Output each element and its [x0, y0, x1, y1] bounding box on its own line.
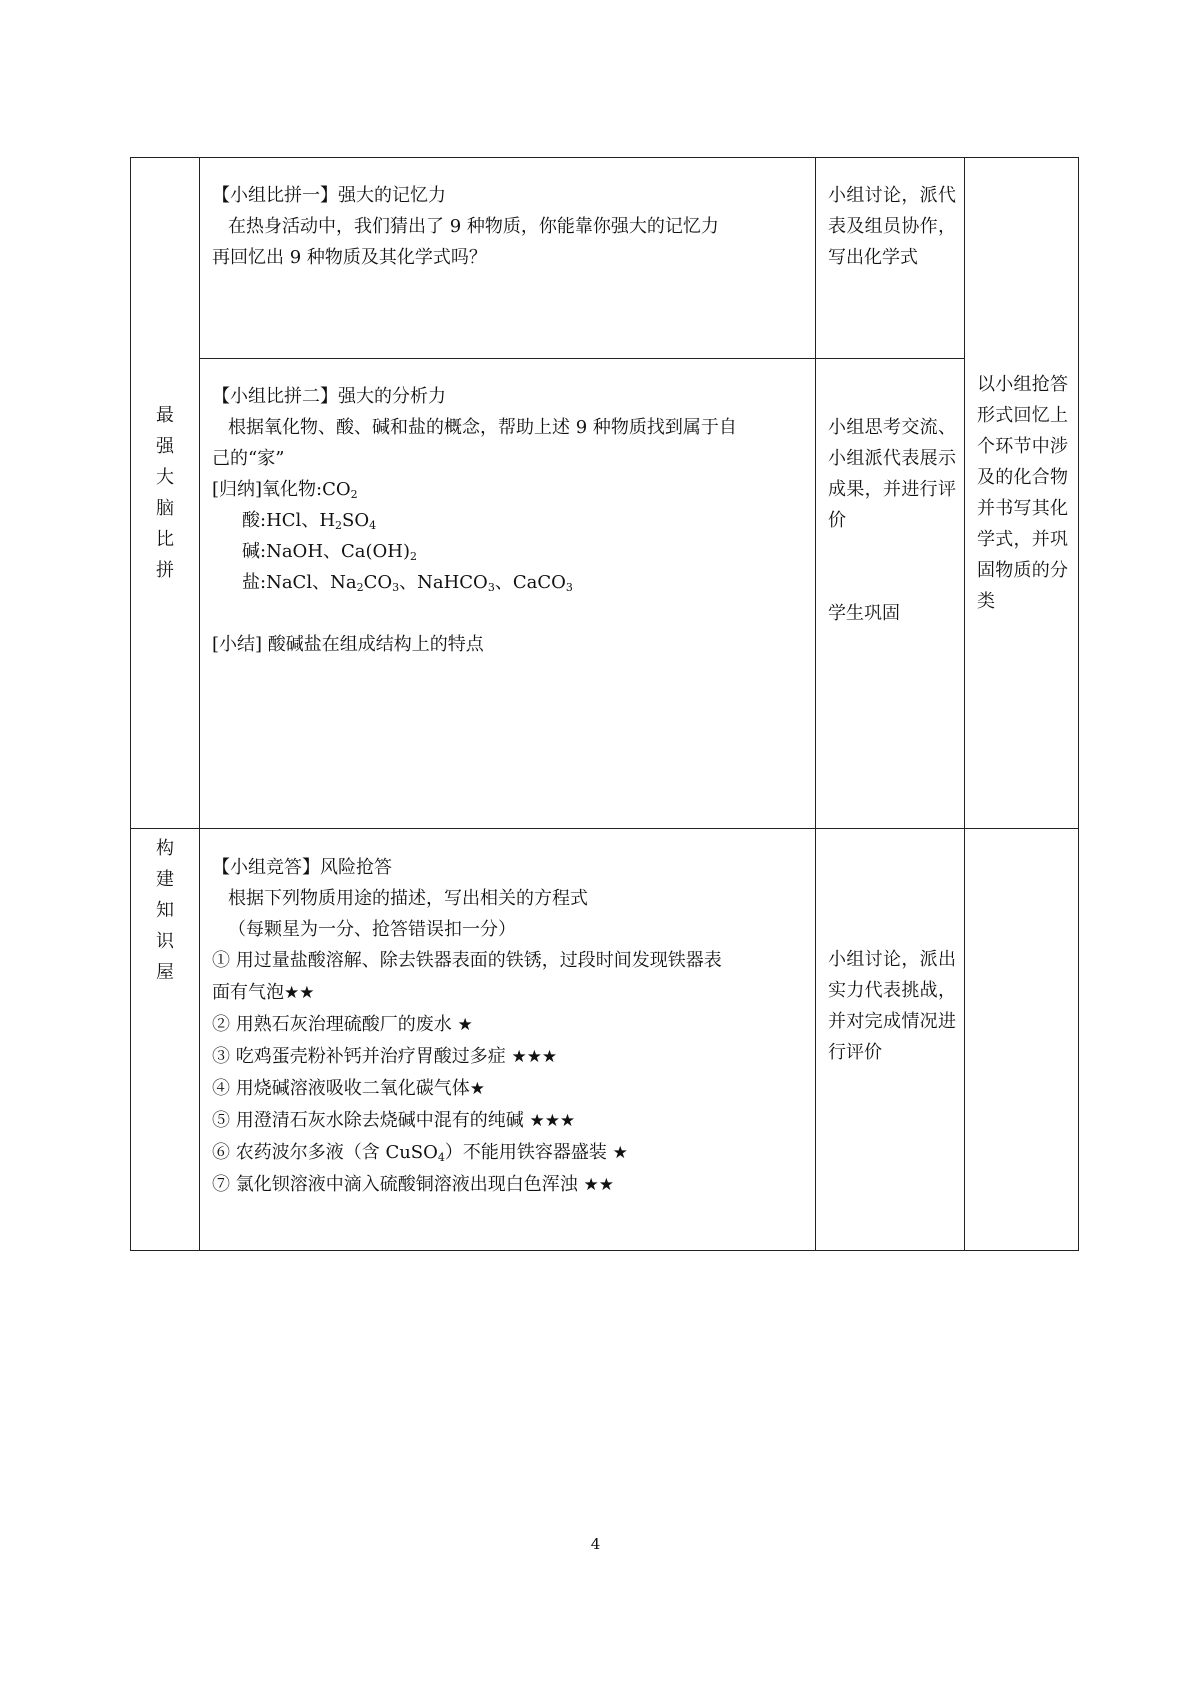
formula: Na — [330, 572, 357, 593]
page-number: 4 — [590, 1535, 601, 1553]
lesson-plan-table — [130, 157, 1079, 1251]
activity-text: 小组讨论，派出实力代表挑战，并对完成情况进行评价 — [828, 949, 956, 1063]
salt-label: 盐: — [242, 572, 267, 593]
subscript: 3 — [392, 581, 400, 594]
summary-line: [小结] 酸碱盐在组成结构上的特点 — [212, 634, 484, 655]
subscript: 2 — [356, 581, 364, 594]
quiz-text-line1: 根据下列物质用途的描述，写出相关的方程式 — [228, 888, 588, 909]
stage-cell-brain — [131, 158, 200, 829]
item-text: 面有气泡 — [212, 982, 284, 1003]
formula: NaHCO — [417, 572, 488, 593]
item-text: ⑥ 农药波尔多液（含 CuSO — [212, 1142, 438, 1163]
intent-text: 以小组抢答形式回忆上个环节中涉及的化合物并书写其化学式，并巩固物质的分类 — [977, 374, 1068, 612]
table-row — [131, 158, 1079, 359]
salt-line — [212, 567, 805, 598]
star-icon: ★★ — [284, 983, 315, 1003]
oxide-line — [212, 474, 805, 505]
quiz-title: 【小组竞答】风险抢答 — [212, 857, 392, 878]
formula: H — [319, 510, 336, 531]
item-text: ④ 用烧碱溶液吸收二氧化碳气体 — [212, 1078, 470, 1099]
part1-text-line1: 在热身活动中，我们猜出了 9 种物质，你能靠你强大的记忆力 — [228, 216, 719, 237]
spacer — [212, 598, 805, 629]
stage-char: 强 — [156, 436, 174, 457]
item-text: ）不能用铁容器盛装 — [444, 1142, 613, 1163]
part2-title: 【小组比拼二】强大的分析力 — [212, 386, 446, 407]
quiz-item — [212, 1105, 805, 1137]
subscript: 3 — [487, 581, 495, 594]
oxide-label: [归纳]氧化物: — [212, 479, 323, 500]
item-text: ③ 吃鸡蛋壳粉补钙并治疗胃酸过多症 — [212, 1046, 512, 1067]
quiz-item — [212, 1009, 805, 1041]
formula: HCl — [266, 510, 302, 531]
subscript: 2 — [350, 488, 358, 501]
star-icon: ★ — [457, 1015, 473, 1035]
quiz-item — [212, 1137, 805, 1169]
spacer — [828, 567, 956, 598]
item-text: ② 用熟石灰治理硫酸厂的废水 — [212, 1014, 458, 1035]
activity-text: 小组思考交流、小组派代表展示成果，并进行评价 — [828, 417, 956, 531]
separator: 、 — [323, 541, 342, 562]
stage-cell-knowledge — [131, 829, 200, 1251]
formula: NaCl — [266, 572, 313, 593]
star-icon: ★ — [612, 1143, 628, 1163]
separator: 、 — [301, 510, 320, 531]
stage-char: 拼 — [156, 560, 174, 581]
star-icon: ★★ — [583, 1175, 614, 1195]
stage-char: 比 — [156, 529, 174, 550]
formula: CaCO — [512, 572, 566, 593]
item-text: ① 用过量盐酸溶解、除去铁器表面的铁锈，过段时间发现铁器表 — [212, 950, 722, 971]
separator: 、 — [312, 572, 331, 593]
teaching-content-part2 — [200, 359, 816, 829]
separator: 、 — [494, 572, 513, 593]
star-icon: ★★★ — [529, 1111, 576, 1131]
acid-line — [212, 505, 805, 536]
star-icon: ★★★ — [511, 1047, 558, 1067]
spacer — [828, 536, 956, 567]
quiz-item — [212, 1041, 805, 1073]
part2-text-line2: 己的“家” — [212, 448, 285, 469]
item-text: ⑤ 用澄清石灰水除去烧碱中混有的纯碱 — [212, 1110, 530, 1131]
student-activity-part2 — [816, 359, 965, 829]
item-text: ⑦ 氯化钡溶液中滴入硫酸铜溶液出现白色浑浊 — [212, 1174, 584, 1195]
subscript: 3 — [565, 581, 573, 594]
formula: NaOH — [266, 541, 324, 562]
subscript: 2 — [335, 519, 343, 532]
subscript: 4 — [369, 519, 377, 532]
stage-char: 最 — [156, 405, 174, 426]
stage-char: 知 — [156, 900, 174, 921]
formula: SO — [342, 510, 370, 531]
student-activity-quiz — [816, 829, 965, 1251]
stage-char: 脑 — [156, 498, 174, 519]
stage-char: 大 — [156, 467, 174, 488]
teaching-content-quiz — [200, 829, 816, 1251]
base-line — [212, 536, 805, 567]
design-intent-quiz — [965, 829, 1079, 1251]
student-activity-part1 — [816, 158, 965, 359]
quiz-text-line2: （每颗星为一分、抢答错误扣一分） — [228, 919, 516, 940]
subscript: 4 — [437, 1151, 445, 1164]
base-label: 碱: — [242, 541, 267, 562]
formula: Ca(OH) — [341, 541, 411, 562]
part2-text-line1: 根据氧化物、酸、碱和盐的概念，帮助上述 9 种物质找到属于自 — [228, 417, 737, 438]
subscript: 2 — [410, 550, 418, 563]
teaching-content-part1 — [200, 158, 816, 359]
oxide-formula: CO — [322, 479, 351, 500]
part1-title: 【小组比拼一】强大的记忆力 — [212, 185, 446, 206]
acid-label: 酸: — [242, 510, 267, 531]
quiz-item — [212, 977, 805, 1009]
activity-text-2: 学生巩固 — [828, 603, 900, 624]
table-row — [131, 359, 1079, 829]
star-icon: ★ — [469, 1079, 485, 1099]
table-row — [131, 829, 1079, 1251]
stage-char: 建 — [156, 869, 174, 890]
activity-text: 小组讨论，派代表及组员协作，写出化学式 — [828, 185, 956, 268]
design-intent-brain — [965, 158, 1079, 829]
stage-char: 屋 — [156, 962, 174, 983]
formula: CO — [363, 572, 393, 593]
part1-text-line2: 再回忆出 9 种物质及其化学式吗？ — [212, 247, 487, 268]
quiz-item — [212, 1169, 805, 1201]
stage-char: 识 — [156, 931, 174, 952]
separator: 、 — [399, 572, 418, 593]
stage-char: 构 — [156, 838, 174, 859]
quiz-item — [212, 1073, 805, 1105]
quiz-item — [212, 945, 805, 977]
